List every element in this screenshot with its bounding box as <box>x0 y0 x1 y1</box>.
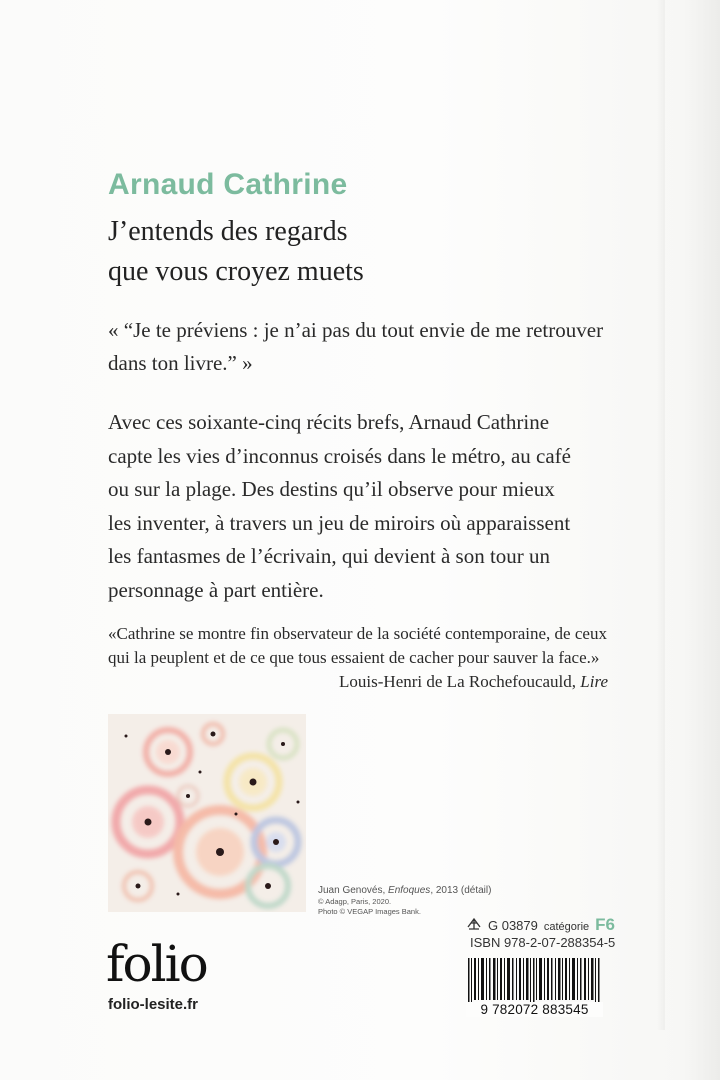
credit-year: , 2013 (détail) <box>430 885 492 896</box>
folio-logo: folio <box>106 935 207 993</box>
press-review <box>108 622 648 670</box>
credit-work: Enfoques <box>388 885 431 896</box>
blurb-line: les fantasmes de l’écrivain, qui devient à son tour un <box>108 544 551 568</box>
catalog-code <box>466 915 615 935</box>
book-title <box>108 212 628 292</box>
review-line: «Cathrine se montre fin observateur de la société contemporaine, de ceux <box>108 624 607 643</box>
review-source <box>108 670 608 694</box>
folio-bird-icon <box>466 916 482 930</box>
catalog-number: G 03879 <box>488 918 538 933</box>
cover-painting <box>108 714 306 912</box>
author-name: Arnaud Cathrine <box>108 168 348 201</box>
category-label: catégorie <box>543 921 590 933</box>
blurb-line: Avec ces soixante-cinq récits brefs, Arnaud Cathrine <box>108 410 550 434</box>
publisher-website: folio-lesite.fr <box>108 996 199 1013</box>
credit-artist: Juan Genovés, <box>318 885 389 896</box>
blurb-line: capte les vies d’inconnus croisés dans le métro, au café <box>108 443 571 468</box>
blurb-line: ou sur la plage. Des destins qu’il observe pour mieux <box>108 477 555 501</box>
critic-name: Louis-Henri de La Rochefoucauld, <box>339 672 581 691</box>
category-code: F6 <box>595 915 615 934</box>
credit-copyright: © Adagp, Paris, 2020. <box>318 897 392 906</box>
blurb-line: personnage à part entière. <box>108 577 324 602</box>
credit-artwork <box>318 884 518 897</box>
title-line: que vous croyez muets <box>108 256 364 287</box>
blurb <box>108 406 648 607</box>
isbn: ISBN 978-2-07-288354-5 <box>470 935 616 950</box>
barcode-bars <box>466 958 603 1004</box>
magazine-name: Lire <box>580 672 608 691</box>
title-line: J’entends des regards <box>108 216 348 247</box>
barcode-digits: 9 782072 883545 <box>466 1002 603 1017</box>
quote-line: dans ton livre.” » <box>108 351 253 375</box>
epigraph-quote <box>108 314 648 380</box>
credit-photo: Photo © VEGAP Images Bank. <box>318 907 421 916</box>
blurb-line: les inventer, à travers un jeu de miroirs où apparaissent <box>108 510 571 535</box>
quote-line: « “Je te préviens : je n’ai pas du tout envie de me retrouver <box>108 318 604 342</box>
painting-image <box>108 714 306 912</box>
review-line: qui la peuplent et de ce que tous essaient de cacher pour sauver la face.» <box>108 648 600 667</box>
image-credits <box>318 884 518 917</box>
